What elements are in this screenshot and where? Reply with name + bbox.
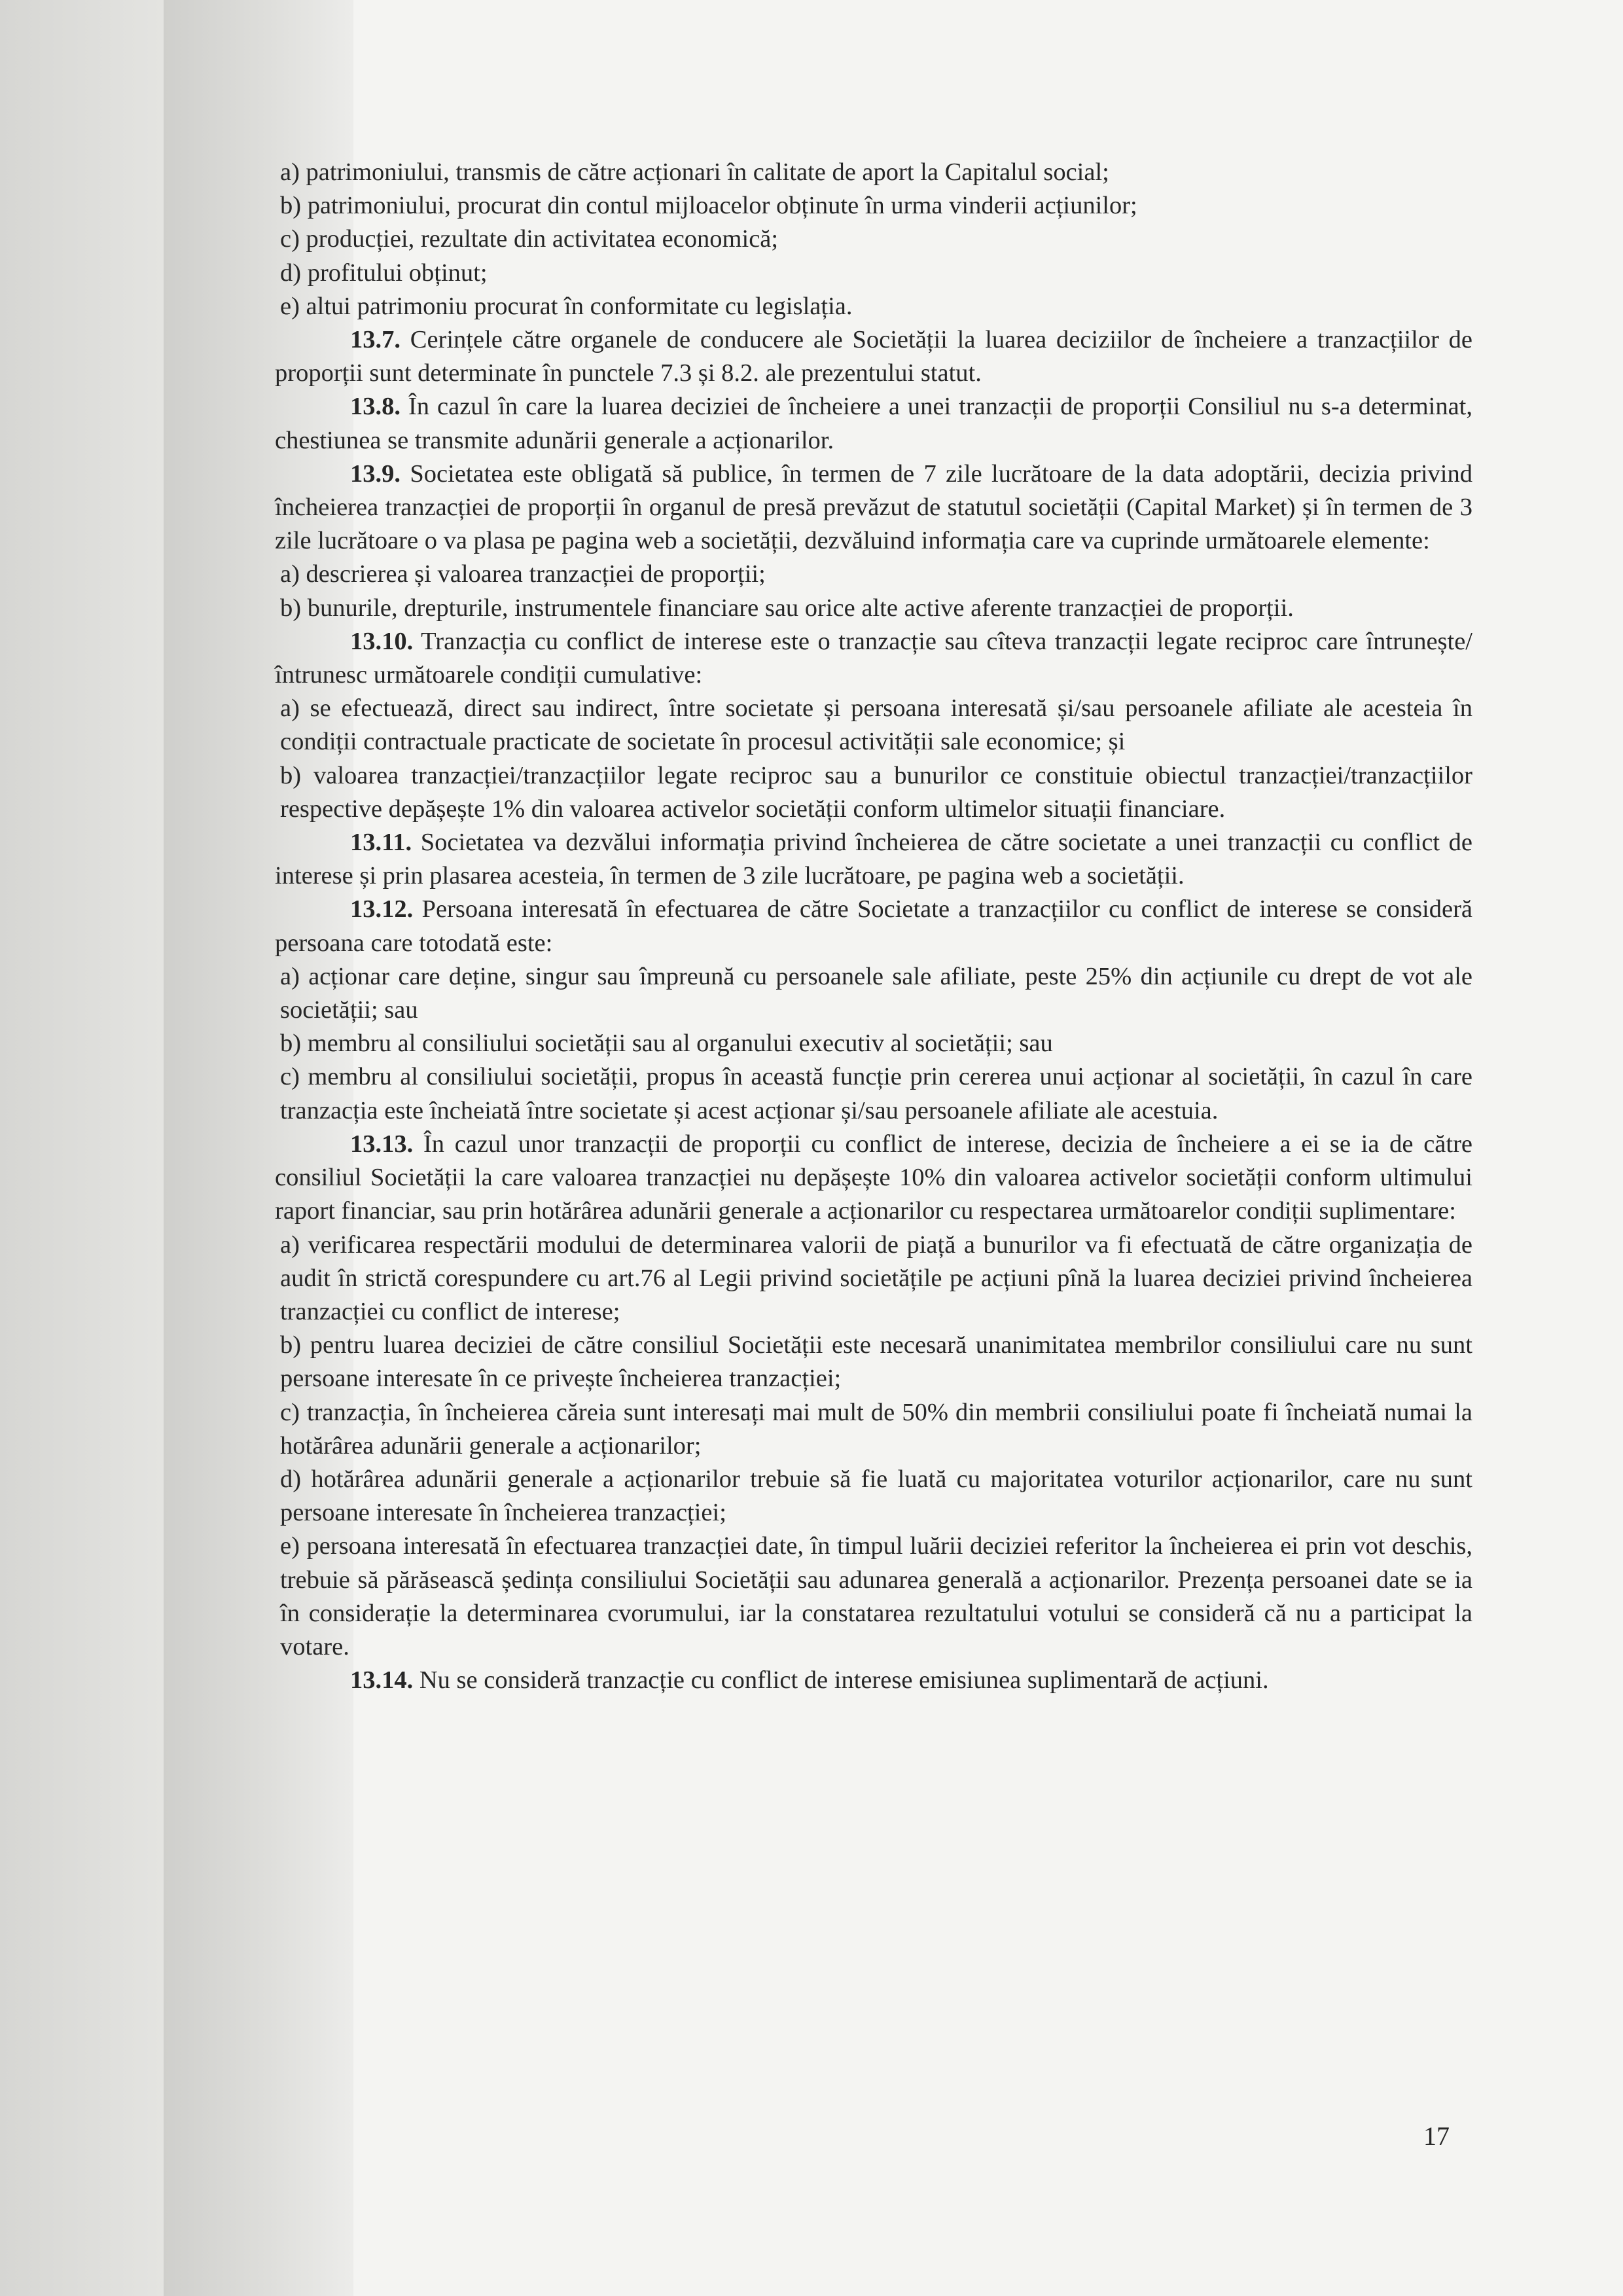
clause-text: Persoana interesată în efectuarea de către Societate a tranzacțiilor cu conflict de interese se consideră persoana care totodată este: <box>275 895 1472 957</box>
clause-text: În cazul unor tranzacții de proporții cu conflict de interese, decizia de încheiere a ei se ia de către consiliul Societății la care valoarea tranzacției nu depășește 10% din valoarea activelor societății conform ultimului raport financiar, sau prin hotărârea adunării generale a acționarilor cu respectarea următoarelor condiții suplimentare: <box>275 1130 1472 1225</box>
list-item: a) acționar care deține, singur sau împreună cu persoanele sale afiliate, peste 25% din acțiunile cu drept de vot ale societății; sau <box>280 962 1472 1024</box>
clause-number: 13.14. <box>350 1666 414 1695</box>
list-item: a) descrierea și valoarea tranzacției de proporții; <box>280 560 766 588</box>
list-item: a) se efectuează, direct sau indirect, între societate și persoana interesată și/sau persoanele afiliate ale acesteia în condiții contractuale practicate de societate în procesul activității sale economice; și <box>280 694 1472 756</box>
list-item: a) verificarea respectării modului de determinarea valorii de piață a bunurilor va fi efectuată de către organizația de audit în strictă corespundere cu art.76 al Legii privind societățile pe acțiuni pînă la luarea deciziei privind încheierea tranzacției cu conflict de interese; <box>280 1230 1472 1325</box>
clause-13-12 <box>275 893 1472 960</box>
list-item: c) producției, rezultate din activitatea economică; <box>280 225 779 253</box>
clause-13-9 <box>275 457 1472 558</box>
list-item: c) tranzacția, în încheierea căreia sunt interesați mai mult de 50% din membrii consiliului poate fi încheiată numai la hotărârea adunării generale a acționarilor; <box>280 1398 1472 1460</box>
clause-text: Cerințele către organele de conducere ale Societății la luarea deciziilor de încheiere a tranzacțiilor de proporții sunt determinate în punctele 7.3 și 8.2. ale prezentului statut. <box>275 326 1472 387</box>
list-item: b) valoarea tranzacției/tranzacțiilor legate reciproc sau a bunurilor ce constituie obiectul tranzacției/tranzacțiilor respective depășește 1% din valoarea activelor societății conform ultimelor situații financiare. <box>280 761 1472 823</box>
clause-number: 13.7. <box>350 326 401 354</box>
clause-number: 13.12. <box>350 895 414 924</box>
list-item: c) membru al consiliului societății, propus în această funcție prin cererea unui acționar al societății, în cazul în care tranzacția este încheiată între societate și acest acționar și/sau persoanele afiliate ale acestuia. <box>280 1063 1472 1124</box>
list-item: d) profitului obținut; <box>280 259 488 287</box>
list-item: d) hotărârea adunării generale a acționarilor trebuie să fie luată cu majoritatea voturilor acționarilor, care nu sunt persoane interesate în încheierea tranzacției; <box>280 1465 1472 1527</box>
list-item: b) patrimoniului, procurat din contul mijloacelor obținute în urma vinderii acțiunilor; <box>280 192 1137 220</box>
clause-13-8 <box>275 390 1472 457</box>
clause-number: 13.8. <box>350 393 401 421</box>
list-item: e) altui patrimoniu procurat în conformitate cu legislația. <box>280 292 853 320</box>
clause-13-7 <box>275 323 1472 390</box>
page-content <box>275 156 1472 1697</box>
clause-number: 13.9. <box>350 459 401 488</box>
clause-text: Societatea va dezvălui informația privind încheierea de către societate a unei tranzacții cu conflict de interese și prin plasarea acesteia, în termen de 3 zile lucrătoare, pe pagina web a societății. <box>275 829 1472 890</box>
clause-number: 13.10. <box>350 627 414 655</box>
list-item: a) patrimoniului, transmis de către acționari în calitate de aport la Capitalul social; <box>280 158 1109 186</box>
list-item: b) pentru luarea deciziei de către consiliul Societății este necesară unanimitatea membrilor consiliului care nu sunt persoane interesate în ce privește încheierea tranzacției; <box>280 1331 1472 1393</box>
clause-text: Tranzacția cu conflict de interese este o tranzacție sau cîteva tranzacții legate reciproc care întrunește/întrunesc următoarele condiții cumulative: <box>275 627 1472 689</box>
clause-13-14 <box>275 1664 1472 1697</box>
clause-number: 13.11. <box>350 829 412 857</box>
clause-text: Societatea este obligată să publice, în termen de 7 zile lucrătoare de la data adoptării, decizia privind încheierea tranzacției de proporții în organul de presă prevăzut de statutul societății (Capital Market) și în termen de 3 zile lucrătoare o va plasa pe pagina web a societății, dezvăluind informația care va cuprinde următoarele elemente: <box>275 459 1472 555</box>
clause-13-11 <box>275 826 1472 893</box>
clause-number: 13.13. <box>350 1130 414 1158</box>
list-item: b) bunurile, drepturile, instrumentele financiare sau orice alte active aferente tranzacției de proporții. <box>280 594 1294 622</box>
clause-text: În cazul în care la luarea deciziei de încheiere a unei tranzacții de proporții Consiliul nu s-a determinat, chestiunea se transmite adunării generale a acționarilor. <box>275 393 1472 454</box>
clause-13-13 <box>275 1128 1472 1229</box>
previous-page-edge <box>0 0 164 2296</box>
page-number: 17 <box>1423 2121 1450 2151</box>
list-item: b) membru al consiliului societății sau al organului executiv al societății; sau <box>280 1030 1053 1058</box>
clause-text: Nu se consideră tranzacție cu conflict de interese emisiunea suplimentară de acțiuni. <box>413 1666 1269 1695</box>
clause-13-10 <box>275 625 1472 692</box>
list-item: e) persoana interesată în efectuarea tranzacției date, în timpul luării deciziei referitor la încheierea ei prin vot deschis, trebuie să părăsească ședința consiliului Societății sau adunarea generală a acționarilor. Prezența persoanei date se ia în considerație la determinarea cvorumului, iar la constatarea rezultatului votului se consideră că nu a participat la votare. <box>280 1532 1472 1660</box>
